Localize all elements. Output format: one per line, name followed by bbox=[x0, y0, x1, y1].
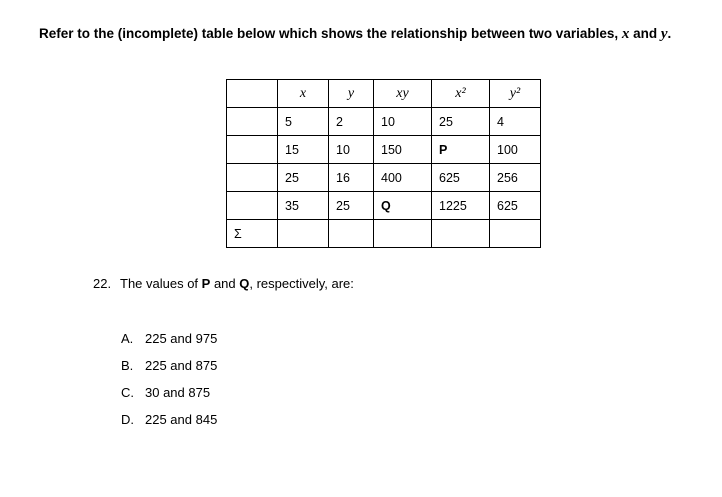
option-text: 225 and 845 bbox=[145, 412, 218, 427]
question-pre: The values of bbox=[120, 276, 202, 291]
header-blank bbox=[227, 80, 278, 108]
question-text bbox=[93, 276, 354, 291]
sum-label: Σ bbox=[227, 220, 278, 248]
table-cell: 400 bbox=[374, 164, 432, 192]
option-letter: A. bbox=[121, 331, 134, 346]
table-cell: 25 bbox=[278, 164, 329, 192]
option-b[interactable] bbox=[121, 358, 217, 385]
table-cell: 625 bbox=[432, 164, 490, 192]
option-text: 225 and 875 bbox=[145, 358, 218, 373]
table-cell bbox=[278, 220, 329, 248]
table-cell: 256 bbox=[490, 164, 541, 192]
table-sum-row bbox=[227, 220, 541, 248]
table-cell: 2 bbox=[329, 108, 374, 136]
table-cell bbox=[432, 220, 490, 248]
table-cell: 25 bbox=[432, 108, 490, 136]
variable-y: y bbox=[660, 26, 668, 42]
question-post: , respectively, are: bbox=[249, 276, 354, 291]
table-cell: 10 bbox=[329, 136, 374, 164]
instruction-and: and bbox=[629, 26, 661, 41]
table-cell bbox=[227, 164, 278, 192]
option-text: 30 and 875 bbox=[145, 385, 211, 400]
option-letter: B. bbox=[121, 358, 134, 373]
header-xy: xy bbox=[374, 80, 432, 108]
variable-x: x bbox=[621, 26, 630, 42]
table-cell-p: P bbox=[432, 136, 490, 164]
header-x-squared: x² bbox=[432, 80, 490, 108]
table-cell: 25 bbox=[329, 192, 374, 220]
option-d[interactable] bbox=[121, 412, 217, 439]
table-cell: 100 bbox=[490, 136, 541, 164]
question-and: and bbox=[210, 276, 240, 291]
header-y-squared: y² bbox=[490, 80, 541, 108]
table-cell bbox=[227, 136, 278, 164]
table-cell bbox=[490, 220, 541, 248]
table-cell: 35 bbox=[278, 192, 329, 220]
instruction-prefix: Refer to the (incomplete) table below which shows the relationship between two variables, bbox=[39, 26, 622, 41]
table-cell: 15 bbox=[278, 136, 329, 164]
table-cell bbox=[374, 220, 432, 248]
table-cell: 10 bbox=[374, 108, 432, 136]
question-number: 22. bbox=[93, 276, 112, 291]
table-cell: 4 bbox=[490, 108, 541, 136]
answer-options bbox=[121, 331, 217, 439]
table-header-row bbox=[227, 80, 541, 108]
table-row bbox=[227, 136, 541, 164]
instruction-period: . bbox=[667, 26, 672, 41]
table-row bbox=[227, 164, 541, 192]
table-cell bbox=[227, 108, 278, 136]
instruction-text bbox=[39, 26, 671, 43]
table-cell bbox=[329, 220, 374, 248]
table-cell: 5 bbox=[278, 108, 329, 136]
option-letter: D. bbox=[121, 412, 134, 427]
table-cell: 1225 bbox=[432, 192, 490, 220]
option-a[interactable] bbox=[121, 331, 217, 358]
question-p: P bbox=[201, 276, 211, 291]
table-cell: 16 bbox=[329, 164, 374, 192]
table-cell: 150 bbox=[374, 136, 432, 164]
table-row bbox=[227, 192, 541, 220]
data-table bbox=[226, 79, 541, 248]
table-cell-q: Q bbox=[374, 192, 432, 220]
table-row bbox=[227, 108, 541, 136]
option-c[interactable] bbox=[121, 385, 217, 412]
option-text: 225 and 975 bbox=[145, 331, 218, 346]
header-y: y bbox=[329, 80, 374, 108]
table-cell: 625 bbox=[490, 192, 541, 220]
header-x: x bbox=[278, 80, 329, 108]
table-cell bbox=[227, 192, 278, 220]
option-letter: C. bbox=[121, 385, 134, 400]
question-q: Q bbox=[239, 276, 250, 291]
